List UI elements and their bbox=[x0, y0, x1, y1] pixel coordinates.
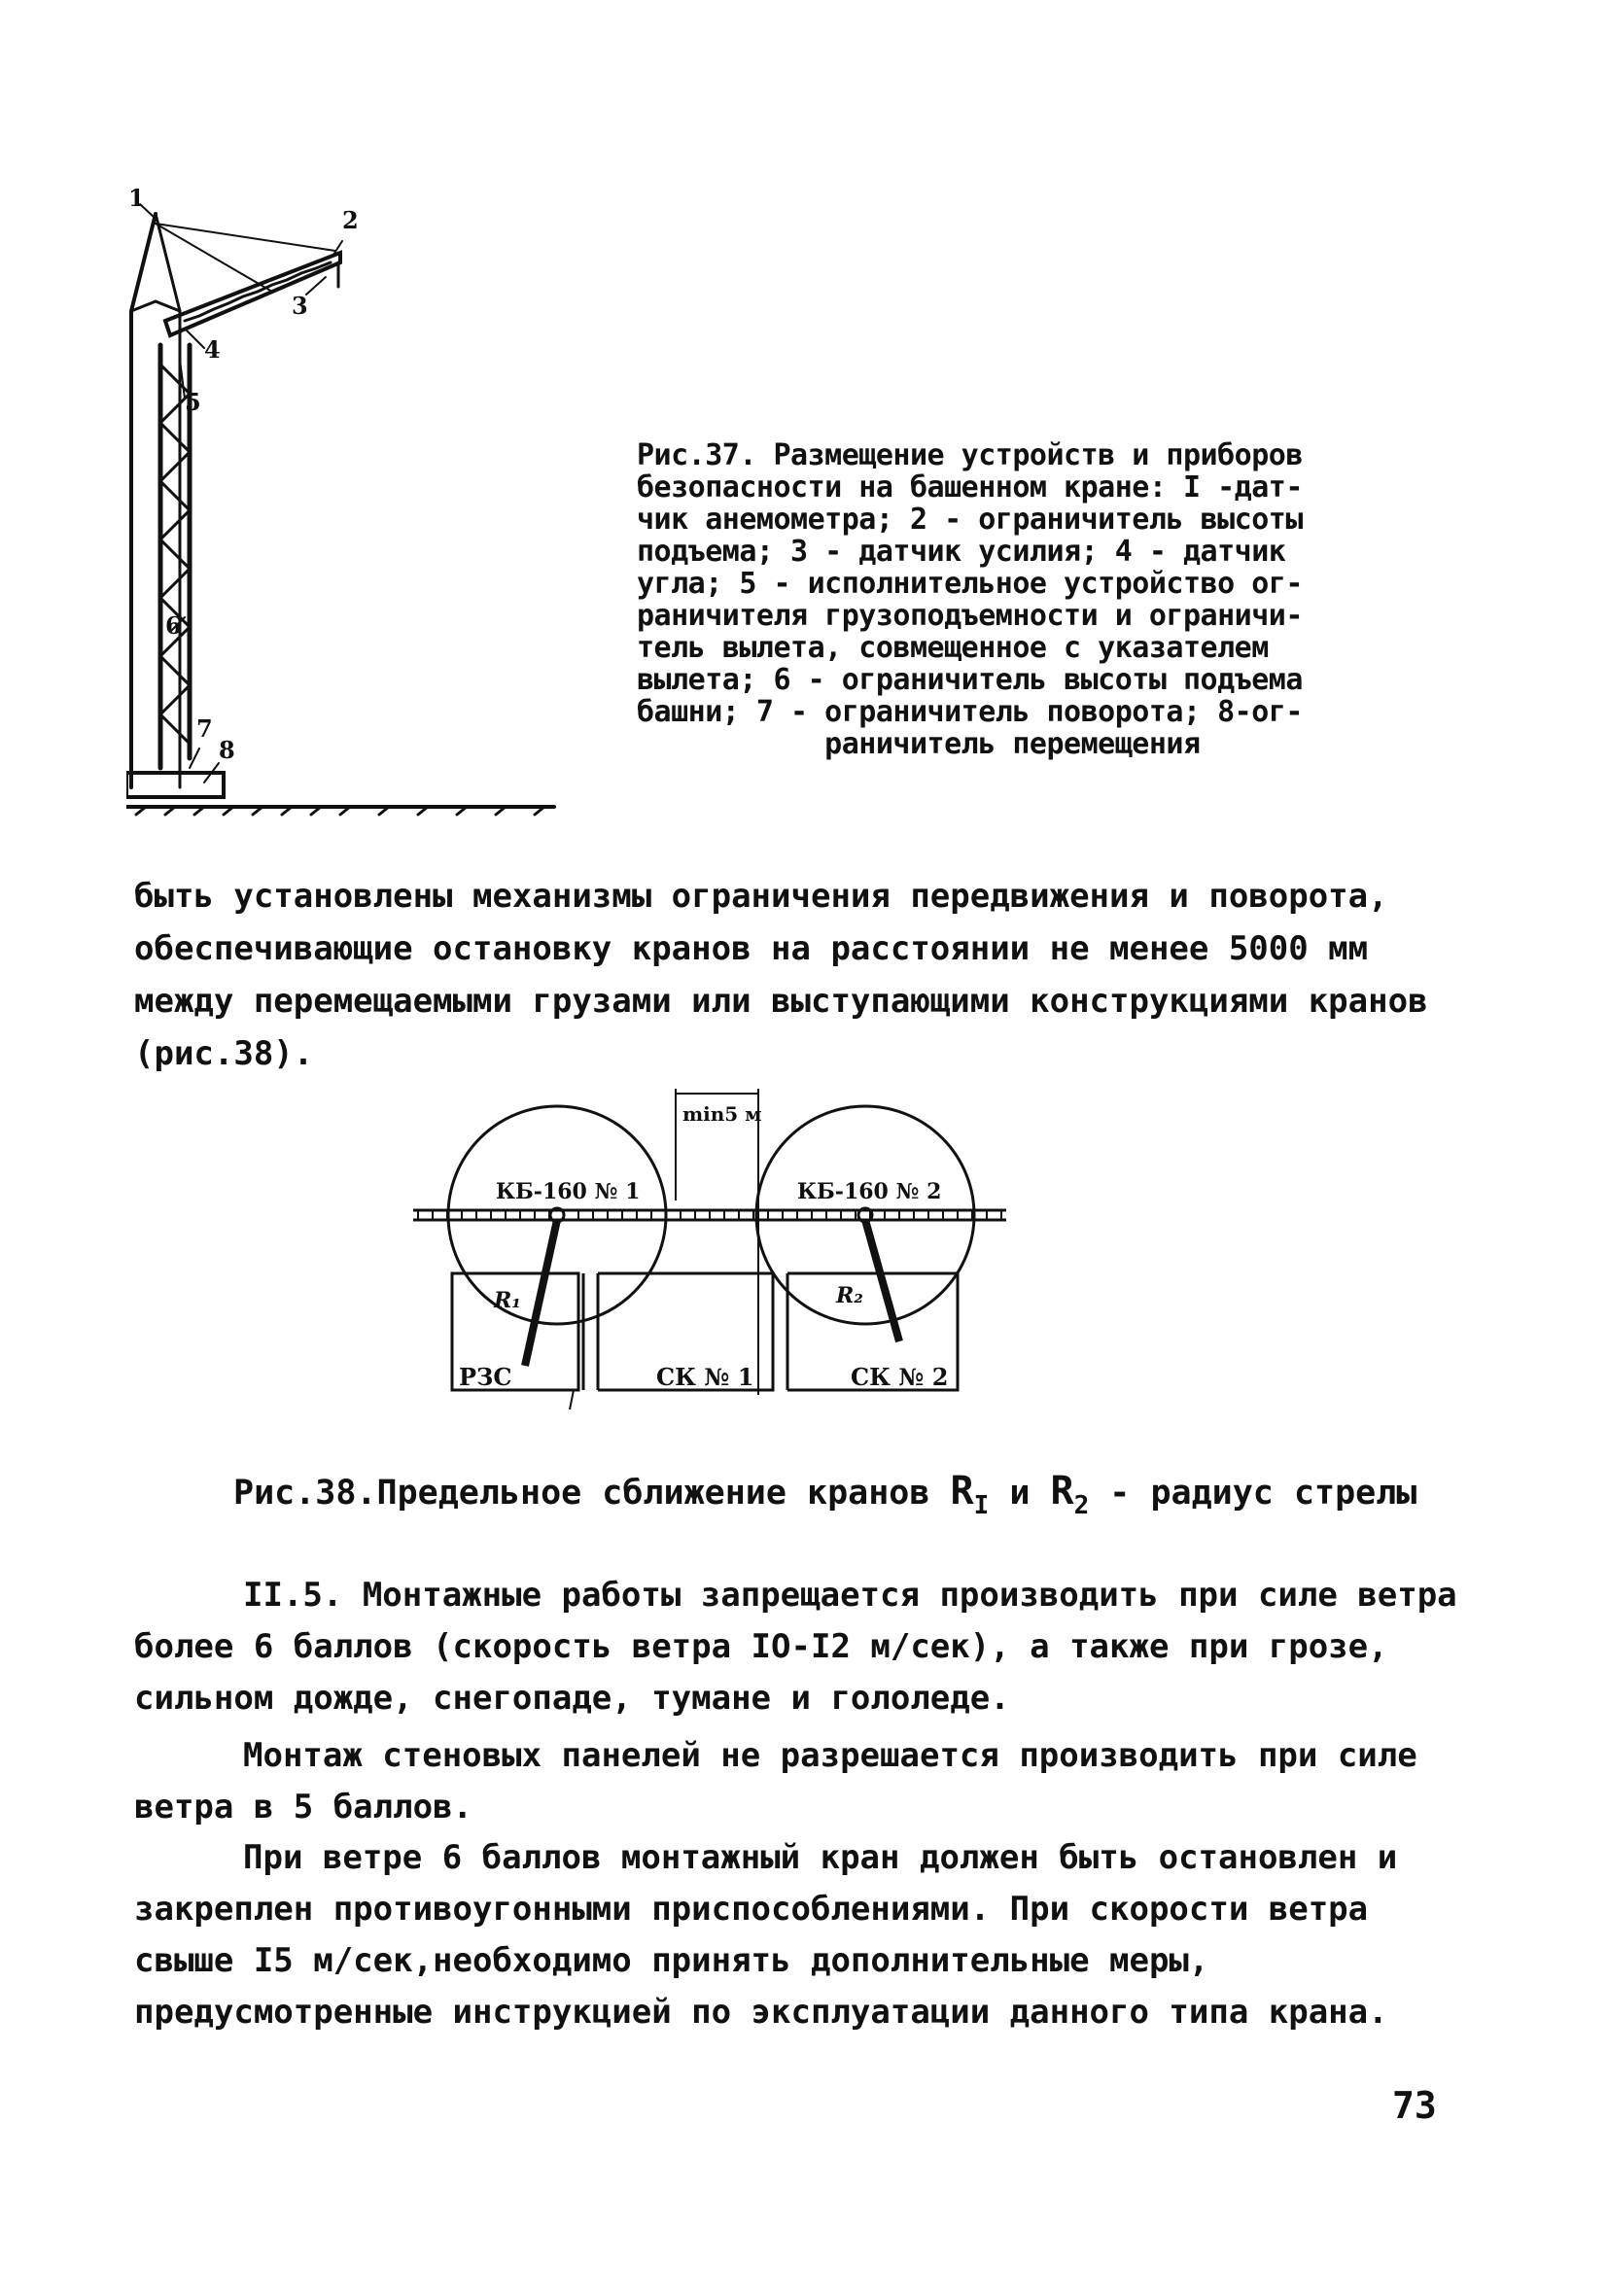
zone-sk1-label: СК № 1 bbox=[656, 1363, 754, 1391]
radius-2-label: R₂ bbox=[836, 1283, 863, 1308]
caption-37-line: тель вылета, совмещенное с указателем bbox=[637, 631, 1269, 665]
dimension-label: min5 м bbox=[682, 1102, 762, 1126]
tower-crane-figure bbox=[126, 185, 574, 817]
crane-1-label: КБ-160 № 1 bbox=[496, 1179, 641, 1204]
caption-37-line: угла; 5 - исполнительное устройство ог- bbox=[637, 567, 1303, 601]
zone-rzs-label: РЗС bbox=[459, 1363, 512, 1391]
callout-2: 2 bbox=[342, 206, 359, 234]
caption-37-line: раничителя грузоподъемности и ограничи- bbox=[637, 599, 1303, 633]
callout-5: 5 bbox=[185, 388, 201, 416]
callout-7: 7 bbox=[196, 714, 213, 743]
caption-37-line: Рис.37. Размещение устройств и приборов bbox=[637, 438, 1303, 472]
caption-37-line: башни; 7 - ограничитель поворота; 8-ог- bbox=[637, 695, 1303, 729]
paragraph-2: II.5. Монтажные работы запрещается производить при силе ветра более 6 баллов (скорость ветра IO-I2 м/сек), а также при грозе, сильном дожде, снегопаде, тумане и гололеде. bbox=[134, 1576, 1457, 1718]
figure-38-caption: Рис.38.Предельное сближение кранов $R_I$ и $R_2$ - радиус стрелы bbox=[233, 1469, 1417, 1520]
callout-3: 3 bbox=[292, 292, 308, 320]
crane-2-label: КБ-160 № 2 bbox=[797, 1179, 942, 1204]
callout-8: 8 bbox=[219, 736, 235, 764]
caption-37-line: подъема; 3 - датчик усилия; 4 - датчик bbox=[637, 535, 1286, 569]
page-number: 73 bbox=[1392, 2084, 1437, 2127]
caption-37-line: вылета; 6 - ограничитель высоты подъема bbox=[637, 663, 1303, 697]
crane-approach-figure bbox=[408, 1084, 1031, 1409]
caption-37-line: чик анемометра; 2 - ограничитель высоты bbox=[637, 503, 1303, 537]
zone-sk2-label: СК № 2 bbox=[851, 1363, 949, 1391]
radius-1-label: R₁ bbox=[494, 1288, 521, 1313]
figure-37-caption bbox=[637, 439, 1444, 760]
paragraph-1: быть установлены механизмы ограничения передвижения и поворота, обеспечивающие остановку кранов на расстоянии не менее 5000 мм между перемещаемыми грузами или выступающими конструкциями кранов (рис.38). bbox=[134, 877, 1428, 1073]
paragraph-3: Монтаж стеновых панелей не разрешается производить при силе ветра в 5 баллов. bbox=[134, 1736, 1417, 1826]
callout-4: 4 bbox=[204, 335, 221, 364]
callout-6: 6 bbox=[165, 611, 182, 640]
callout-1: 1 bbox=[128, 185, 145, 212]
paragraph-4: При ветре 6 баллов монтажный кран должен быть остановлен и закреплен противоугонными приспособлениями. При скорости ветра свыше I5 м/сек,необходимо принять дополнительные меры, предусмотренные инструкцией по эксплуатации данного типа крана. bbox=[134, 1838, 1398, 2032]
caption-37-line: раничитель перемещения bbox=[637, 727, 1201, 761]
caption-37-line: безопасности на башенном кране: I -дат- bbox=[637, 470, 1303, 504]
